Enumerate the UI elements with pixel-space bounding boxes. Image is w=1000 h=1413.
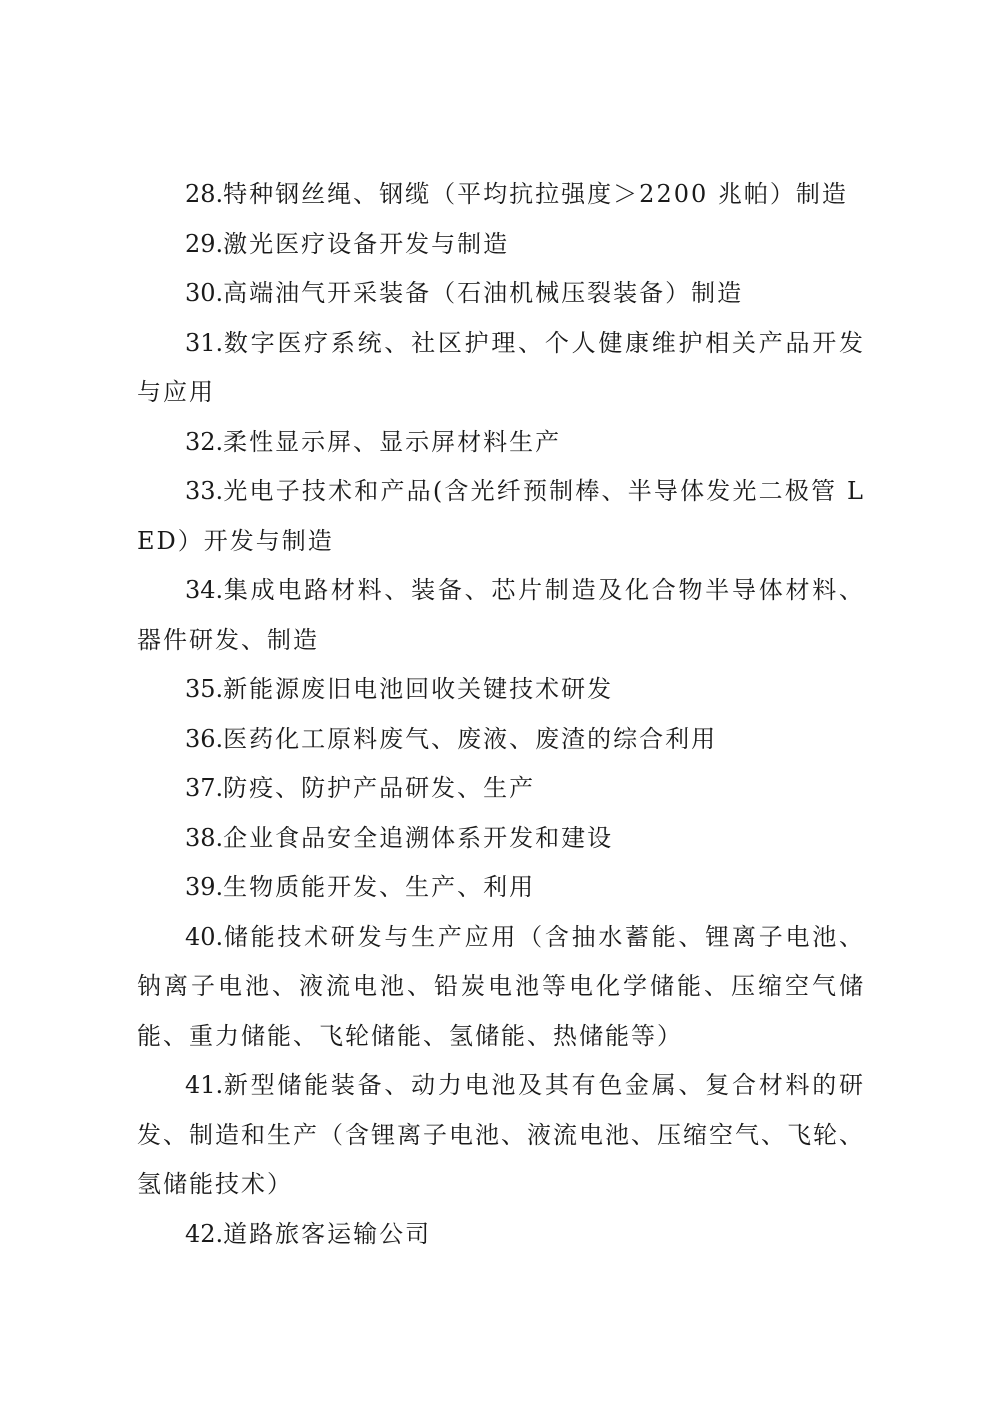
list-item-42 [137, 1210, 865, 1260]
list-item-32 [137, 418, 865, 468]
item-text: 储能技术研发与生产应用（含抽水蓄能、锂离子电池、钠离子电池、液流电池、铅炭电池等电化学储能、压缩空气储能、重力储能、飞轮储能、氢储能、热储能等） [137, 922, 865, 1050]
item-text: 激光医疗设备开发与制造 [223, 229, 510, 258]
list-item-29 [137, 220, 865, 270]
item-number: 33. [185, 477, 224, 505]
item-number: 38. [185, 823, 224, 852]
item-text: 集成电路材料、装备、芯片制造及化合物半导体材料、器件研发、制造 [137, 576, 865, 654]
item-number: 35. [185, 675, 224, 703]
item-number: 37. [185, 774, 224, 802]
item-text: 生物质能开发、生产、利用 [223, 873, 536, 901]
item-text: 光电子技术和产品(含光纤预制棒、半导体发光二极管 LED）开发与制造 [137, 477, 865, 555]
item-text: 新能源废旧电池回收关键技术研发 [223, 675, 614, 703]
list-item-38 [137, 814, 865, 864]
list-item-40 [137, 913, 865, 1062]
item-number: 28. [185, 180, 224, 208]
list-item-30 [137, 269, 865, 319]
item-text: 特种钢丝绳、钢缆（平均抗拉强度＞2200 兆帕）制造 [223, 180, 848, 208]
item-number: 31. [185, 328, 224, 357]
item-number: 34. [185, 576, 224, 604]
list-item-41 [137, 1061, 865, 1210]
item-number: 36. [185, 724, 224, 753]
item-number: 30. [185, 279, 224, 307]
item-number: 42. [185, 1219, 224, 1248]
item-text: 医药化工原料废气、废液、废渣的综合利用 [223, 724, 718, 753]
item-number: 32. [185, 427, 224, 456]
item-text: 高端油气开采装备（石油机械压裂装备）制造 [223, 279, 744, 307]
item-number: 39. [185, 873, 224, 901]
item-text: 柔性显示屏、显示屏材料生产 [223, 427, 562, 456]
item-text: 企业食品安全追溯体系开发和建设 [223, 823, 614, 852]
item-text: 数字医疗系统、社区护理、个人健康维护相关产品开发与应用 [137, 328, 865, 406]
list-item-31 [137, 319, 865, 418]
list-item-36 [137, 715, 865, 765]
list-item-28 [137, 170, 865, 220]
list-item-34 [137, 566, 865, 665]
item-number: 29. [185, 229, 224, 258]
item-number: 40. [185, 922, 224, 951]
item-text: 新型储能装备、动力电池及其有色金属、复合材料的研发、制造和生产（含锂离子电池、液流电池、压缩空气、飞轮、氢储能技术） [137, 1071, 865, 1198]
list-item-39 [137, 863, 865, 913]
item-text: 道路旅客运输公司 [223, 1219, 432, 1248]
list-item-33 [137, 467, 865, 566]
item-text: 防疫、防护产品研发、生产 [223, 774, 536, 802]
industry-list [137, 170, 865, 1259]
list-item-37 [137, 764, 865, 814]
list-item-35 [137, 665, 865, 715]
item-number: 41. [185, 1071, 224, 1099]
